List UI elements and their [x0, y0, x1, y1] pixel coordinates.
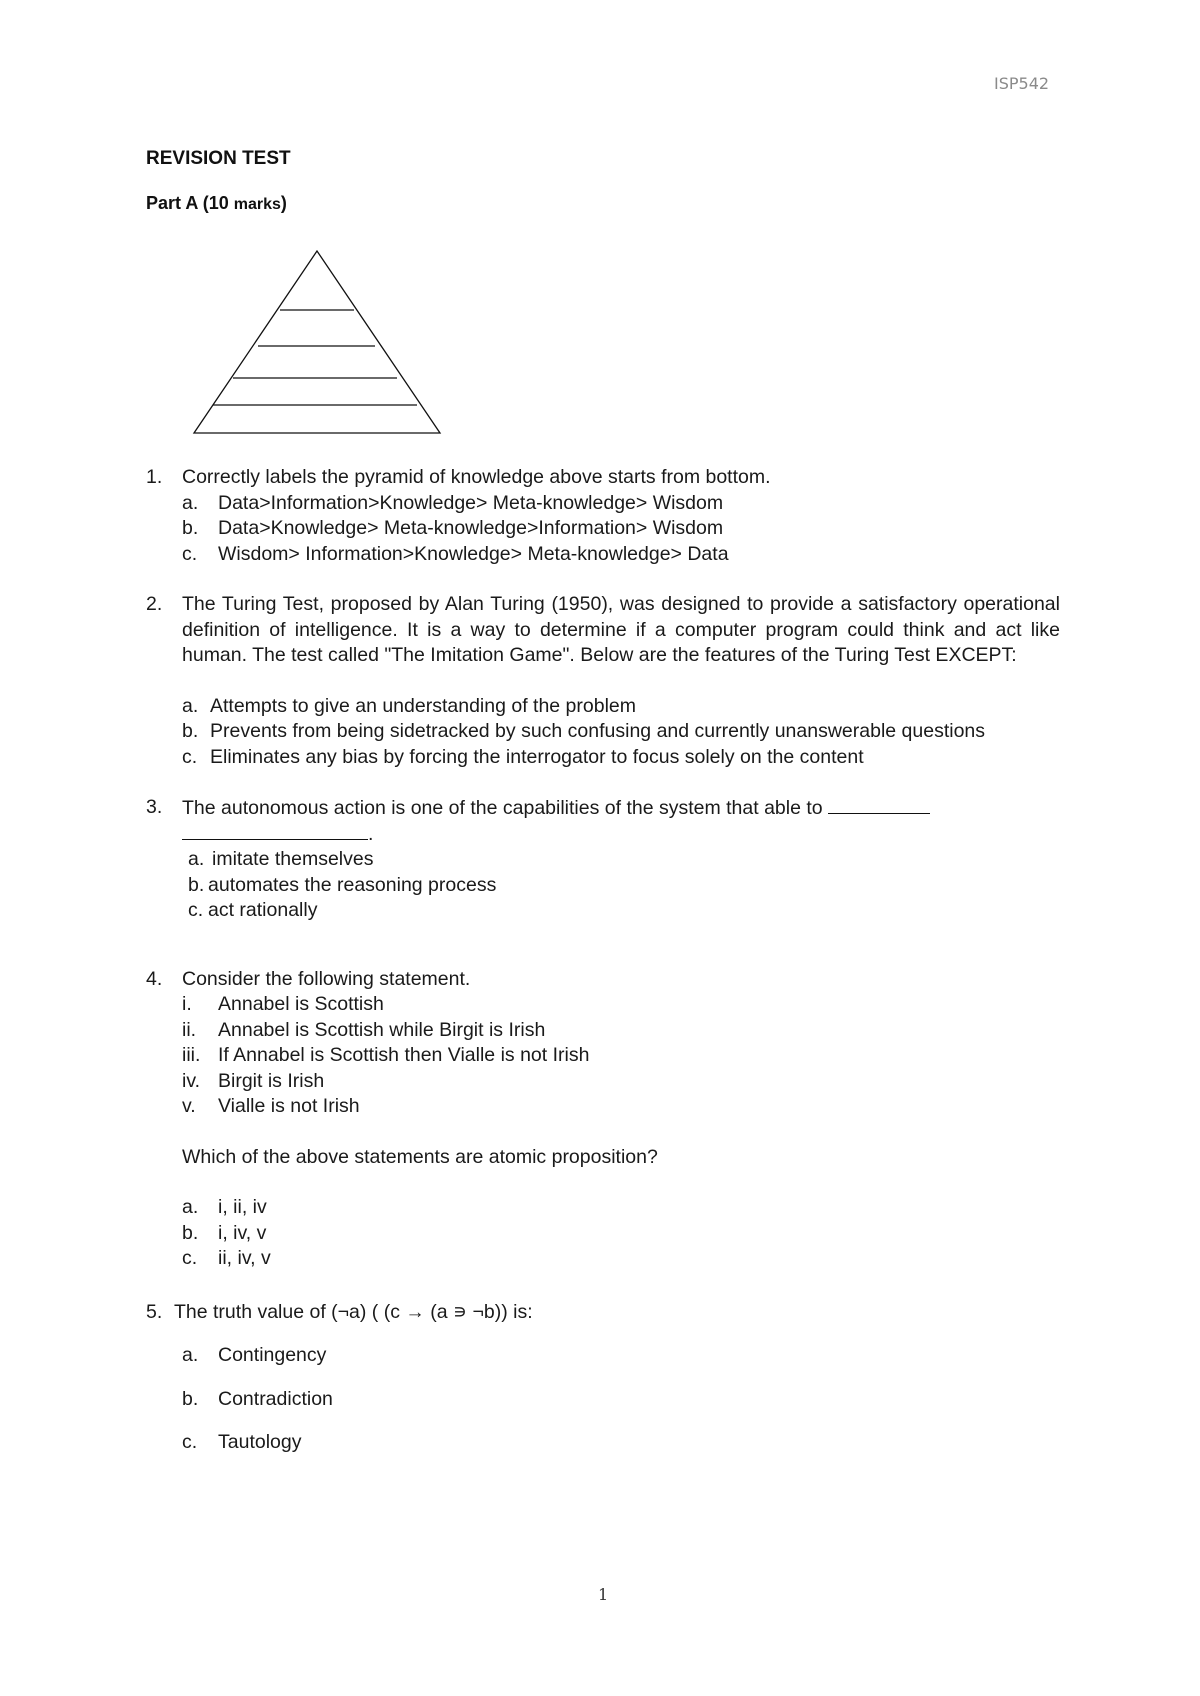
statement-iv: [182, 1069, 1060, 1095]
statement-numeral: iii.: [182, 1044, 201, 1066]
question-1: [146, 465, 1060, 567]
knowledge-pyramid-diagram: [192, 248, 442, 438]
statement-numeral: iv.: [182, 1069, 201, 1092]
statement-ii: [182, 1018, 1060, 1044]
option-letter: a.: [182, 1196, 199, 1218]
statement-text: Birgit is Irish: [218, 1069, 325, 1092]
question-list: [146, 465, 1060, 1456]
statement-numeral: ii.: [182, 1018, 197, 1041]
statement-numeral: i.: [182, 993, 192, 1015]
question-number: 4.: [146, 967, 163, 990]
option-letter: b.: [182, 517, 199, 539]
option-b: [182, 1387, 1060, 1413]
option-letter: b.: [188, 873, 205, 896]
question-number: 5.: [146, 1300, 163, 1323]
option-text: Prevents from being sidetracked by such confusing and currently unanswerable questions: [210, 720, 986, 742]
pyramid-outline: [194, 251, 440, 433]
page-number: 1: [598, 1585, 609, 1604]
option-c: [182, 542, 1060, 568]
option-text: Data>Knowledge> Meta-knowledge>Information> Wisdom: [218, 517, 724, 539]
option-text: i, ii, iv: [218, 1196, 267, 1218]
option-b: [182, 516, 1060, 542]
option-text: Eliminates any bias by forcing the interrogator to focus solely on the content: [210, 745, 864, 768]
option-letter: b.: [182, 1387, 199, 1410]
question-text: Correctly labels the pyramid of knowledge above starts from bottom.: [182, 466, 771, 488]
sub-question-text: Which of the above statements are atomic proposition?: [182, 1145, 658, 1168]
option-letter: a.: [188, 848, 205, 870]
option-b: [182, 1221, 1060, 1247]
question-number: 1.: [146, 466, 163, 488]
part-marks-close: ): [280, 193, 287, 213]
option-c: [182, 898, 1060, 924]
option-c: [182, 1430, 1060, 1456]
question-5-options: [146, 1343, 1060, 1456]
option-letter: a.: [182, 694, 199, 717]
statement-text: Vialle is not Irish: [218, 1095, 360, 1117]
question-number: 3.: [146, 796, 163, 818]
question-stem: The autonomous action is one of the capabilities of the system that able to: [182, 797, 823, 819]
option-text: act rationally: [208, 899, 318, 921]
page-title: REVISION TEST: [146, 148, 291, 169]
statement-text: If Annabel is Scottish then Vialle is not Irish: [218, 1044, 590, 1066]
statement-i: [182, 992, 1060, 1018]
option-letter: a.: [182, 1344, 199, 1366]
question-4: [146, 967, 1060, 1272]
question-number: 2.: [146, 593, 163, 615]
question-text: Consider the following statement.: [182, 967, 471, 990]
question-text: [182, 795, 1060, 847]
option-a: [182, 694, 1060, 720]
question-3: [146, 795, 1060, 924]
option-text: imitate themselves: [212, 848, 374, 870]
option-text: Contradiction: [218, 1387, 333, 1410]
part-heading: [146, 193, 287, 214]
part-marks-open: (10: [202, 193, 234, 213]
question-2: [146, 592, 1060, 770]
part-marks-word: marks: [233, 196, 281, 213]
statement-v: [182, 1094, 1060, 1120]
statement-text: Annabel is Scottish while Birgit is Irish: [218, 1018, 546, 1041]
question-end: .: [368, 822, 374, 845]
option-letter: c.: [182, 745, 198, 768]
option-a: [182, 847, 1060, 873]
option-b: [182, 873, 1060, 899]
option-text: Tautology: [218, 1431, 302, 1453]
statement-numeral: v.: [182, 1095, 196, 1117]
statement-text: Annabel is Scottish: [218, 993, 384, 1015]
part-label: Part A: [146, 193, 198, 213]
option-letter: c.: [182, 542, 198, 565]
question-text: The Turing Test, proposed by Alan Turing (1950), was designed to provide a satisfactory operational definition of intelligence. It is a way to determine if a computer program could think and act like human. The test called "The Imitation Game". Below are the features of the Turing Test EXCEPT:: [182, 593, 1060, 666]
question-5: [146, 1300, 1060, 1326]
option-letter: c.: [182, 1431, 198, 1453]
option-a: [182, 491, 1060, 517]
option-c: [182, 1246, 1060, 1272]
question-text: The truth value of (¬a) ( (c → (a ∍ ¬b)) is:: [174, 1300, 533, 1323]
option-b: [182, 719, 1060, 745]
option-text: Contingency: [218, 1344, 327, 1366]
option-letter: a.: [182, 491, 199, 514]
document-code: ISP542: [994, 74, 1050, 93]
answer-blank-line-2: [182, 827, 368, 840]
option-letter: c.: [182, 1247, 198, 1269]
option-letter: b.: [182, 1221, 199, 1244]
option-text: i, iv, v: [218, 1221, 267, 1244]
option-text: automates the reasoning process: [208, 873, 497, 896]
option-letter: b.: [182, 720, 199, 742]
option-text: Wisdom> Information>Knowledge> Meta-knowledge> Data: [218, 542, 729, 565]
option-a: [182, 1343, 1060, 1369]
option-a: [182, 1195, 1060, 1221]
statement-iii: [182, 1043, 1060, 1069]
option-text: Data>Information>Knowledge> Meta-knowledge> Wisdom: [218, 491, 724, 514]
answer-blank-line: [828, 795, 930, 814]
option-letter: c.: [188, 899, 204, 921]
option-text: ii, iv, v: [218, 1247, 271, 1269]
option-c: [182, 745, 1060, 771]
option-text: Attempts to give an understanding of the problem: [210, 694, 637, 717]
